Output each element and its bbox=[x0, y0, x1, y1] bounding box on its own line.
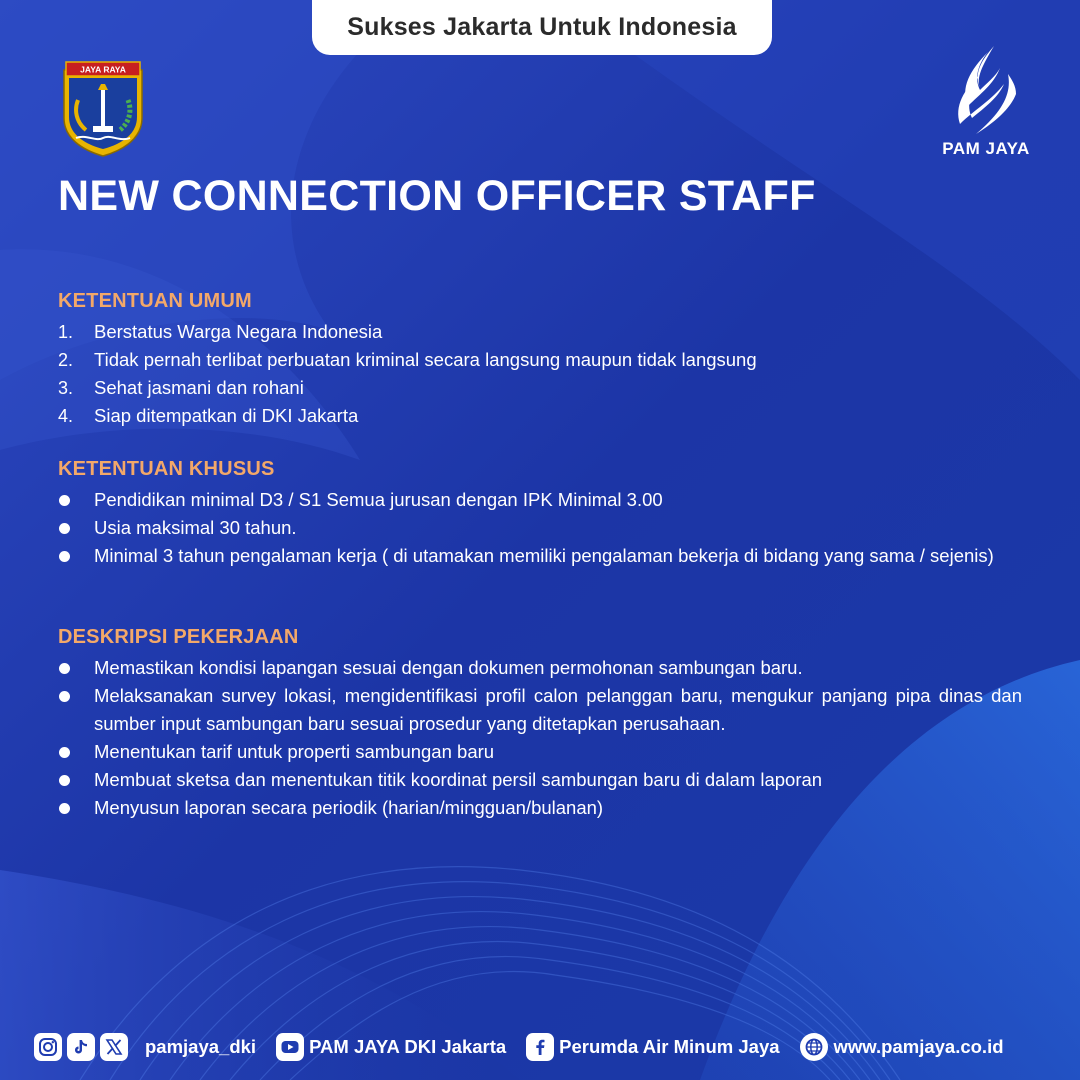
youtube-icon[interactable] bbox=[276, 1033, 304, 1061]
list-item-text: Menyusun laporan secara periodik (harian/mingguan/bulanan) bbox=[94, 797, 604, 818]
list-item bbox=[58, 402, 1022, 430]
page-title: NEW CONNECTION OFFICER STAFF bbox=[58, 172, 816, 220]
section-job-description bbox=[58, 624, 1022, 822]
crest-banner-text: JAYA RAYA bbox=[80, 64, 126, 75]
list-item-text: Siap ditempatkan di DKI Jakarta bbox=[94, 405, 359, 426]
globe-icon[interactable] bbox=[800, 1033, 828, 1061]
list-item bbox=[58, 654, 1022, 682]
jakarta-crest-logo bbox=[60, 60, 146, 158]
list-item-text: Berstatus Warga Negara Indonesia bbox=[94, 321, 383, 342]
bullet-icon bbox=[59, 495, 70, 506]
section-heading: KETENTUAN UMUM bbox=[58, 290, 252, 312]
bullet-icon bbox=[59, 747, 70, 758]
list-number: 1. bbox=[58, 322, 74, 342]
list-item bbox=[58, 682, 1022, 738]
list-number: 4. bbox=[58, 406, 74, 426]
list-item-text: Menentukan tarif untuk properti sambungan baru bbox=[94, 741, 495, 762]
x-twitter-icon[interactable] bbox=[100, 1033, 128, 1061]
list-item bbox=[58, 514, 1022, 542]
facebook-page-text[interactable]: Perumda Air Minum Jaya bbox=[559, 1036, 780, 1057]
list-item-text: Memastikan kondisi lapangan sesuai dengan dokumen permohonan sambungan baru. bbox=[94, 657, 803, 678]
list-item bbox=[58, 542, 1022, 570]
list-item bbox=[58, 346, 1022, 374]
section-general-requirements bbox=[58, 288, 1022, 430]
bullet-icon bbox=[59, 523, 70, 534]
bullet-icon bbox=[59, 691, 70, 702]
list-item bbox=[58, 374, 1022, 402]
section-heading: KETENTUAN KHUSUS bbox=[58, 458, 275, 480]
list-item-text: Melaksanakan survey lokasi, mengidentifikasi profil calon pelanggan baru, mengukur panjang pipa dinas dan sumber input sambungan baru sesuai prosedur yang ditetapkan perusahaan. bbox=[94, 685, 1022, 734]
list-item bbox=[58, 794, 1022, 822]
facebook-icon[interactable] bbox=[526, 1033, 554, 1061]
job-description-list bbox=[58, 654, 1022, 822]
bullet-icon bbox=[59, 663, 70, 674]
list-item-text: Usia maksimal 30 tahun. bbox=[94, 517, 297, 538]
pam-jaya-logo bbox=[930, 44, 1042, 164]
brand-name: PAM JAYA bbox=[942, 139, 1030, 158]
instagram-icon[interactable] bbox=[34, 1033, 62, 1061]
bullet-icon bbox=[59, 803, 70, 814]
footer-social-bar bbox=[34, 1031, 1064, 1063]
section-special-requirements bbox=[58, 456, 1022, 570]
list-number: 3. bbox=[58, 378, 74, 398]
list-item-text: Pendidikan minimal D3 / S1 Semua jurusan dengan IPK Minimal 3.00 bbox=[94, 489, 663, 510]
list-item-text: Minimal 3 tahun pengalaman kerja ( di utamakan memiliki pengalaman bekerja di bidang yang sama / sejenis) bbox=[94, 545, 994, 566]
special-requirements-list bbox=[58, 486, 1022, 570]
general-requirements-list bbox=[58, 318, 1022, 430]
list-number: 2. bbox=[58, 350, 74, 370]
bullet-icon bbox=[59, 551, 70, 562]
social-handle-text[interactable]: pamjaya_dki bbox=[145, 1036, 257, 1057]
list-item bbox=[58, 486, 1022, 514]
tagline-pill: Sukses Jakarta Untuk Indonesia bbox=[312, 0, 772, 55]
list-item-text: Sehat jasmani dan rohani bbox=[94, 377, 304, 398]
list-item-text: Tidak pernah terlibat perbuatan kriminal secara langsung maupun tidak langsung bbox=[94, 349, 757, 370]
list-item bbox=[58, 318, 1022, 346]
tiktok-icon[interactable] bbox=[67, 1033, 95, 1061]
youtube-channel-text[interactable]: PAM JAYA DKI Jakarta bbox=[309, 1036, 507, 1057]
list-item bbox=[58, 738, 1022, 766]
website-link[interactable]: www.pamjaya.co.id bbox=[833, 1036, 1004, 1057]
bullet-icon bbox=[59, 775, 70, 786]
list-item bbox=[58, 766, 1022, 794]
section-heading: DESKRIPSI PEKERJAAN bbox=[58, 626, 299, 648]
list-item-text: Membuat sketsa dan menentukan titik koordinat persil sambungan baru di dalam laporan bbox=[94, 769, 823, 790]
